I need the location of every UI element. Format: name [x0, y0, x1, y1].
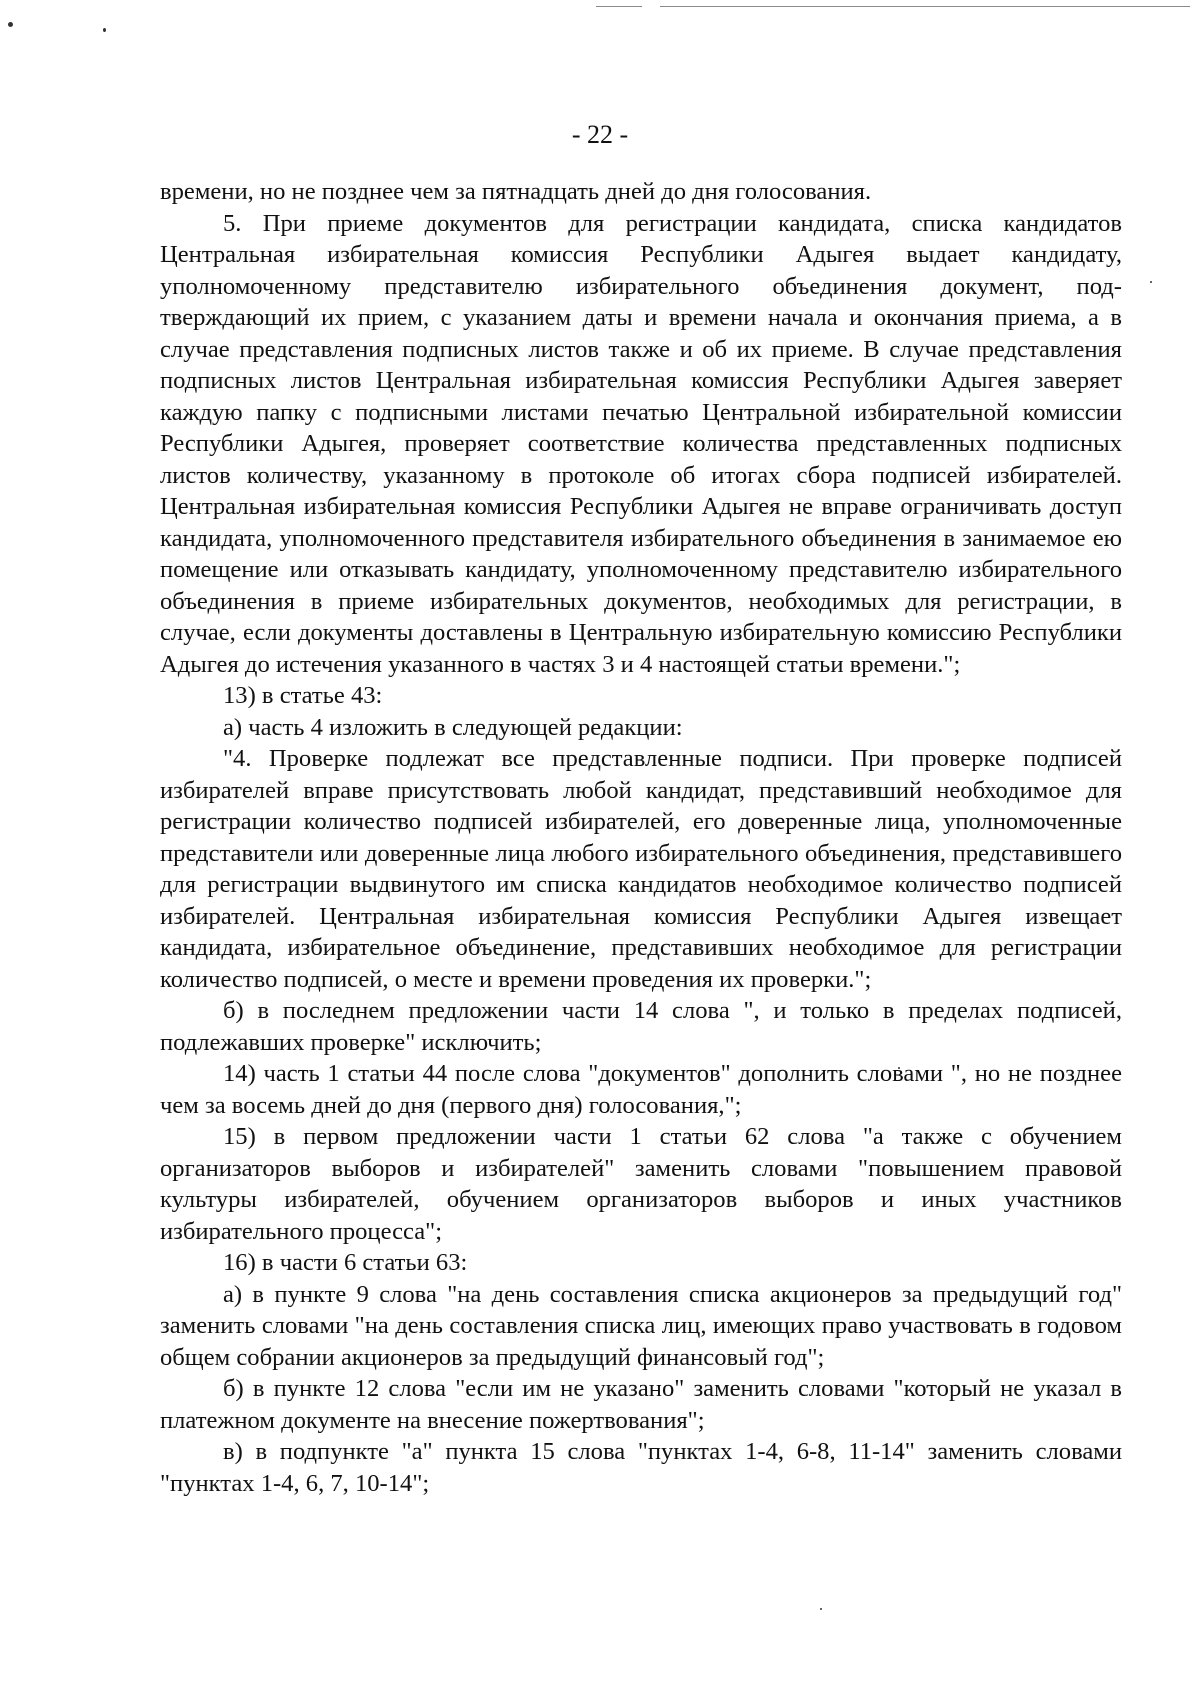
paragraph: б) в пункте 12 слова "если им не указано" заменить словами "который не указал в платежном документе на внесение пожертвования"; [160, 1375, 1122, 1434]
page-number: - 22 - [571, 120, 629, 149]
paragraph: а) в пункте 9 слова "на день составления списка акционеров за предыдущий год" заменить словами "на день составления списка лиц, имеющих право участвовать в годовом общем собрании акционеров за предыдущий финансовый год"; [160, 1280, 1122, 1371]
scan-speck [8, 22, 13, 27]
scan-line-top-left [596, 6, 642, 7]
paragraph: б) в последнем предложении части 14 слова ", и только в пределах подписей, подлежавших проверке" исключить; [160, 997, 1122, 1056]
paragraph: "4. Проверке подлежат все представленные подписи. При проверке подписей избирателей вправе присутствовать любой кандидат, представивший необходимое для регистрации количество подписей избирателей, его доверенные лица, уполномоченные представители или доверенные лица любого избирательного объединения, представившего для регистрации выдвинутого им списка кандидатов необходимое количество подписей избирателей. Центральная избирательная комиссия Республики Адыгея извещает кандидата, избирательное объединение, представивших необходимое для регистрации количество подписей, о месте и времени проведения их проверки."; [160, 745, 1122, 993]
paragraph: 14) часть 1 статьи 44 после слова "документов" дополнить словами ", но не позднее чем за восемь дней до дня (первого дня) голосования,"; [160, 1060, 1122, 1119]
paragraph: времени, но не позднее чем за пятнадцать дней до дня голосования. [160, 178, 872, 205]
paragraph: 5. При приеме документов для регистрации кандидата, списка кандидатов Центральная избирательная комиссия Республики Адыгея выдает кандидату, уполномоченному представителю избирательного объединения документ, подтверждающий их прием, с указанием даты и времени начала и окончания приема, а в случае представления подписных листов также и об их приеме. В случае представления подписных листов Центральная избирательная комиссия Республики Адыгея заверяет каждую папку с подписными листами печатью Центральной избирательной комиссии Республики Адыгея, проверяет соответствие количества представленных подписных листов количеству, указанному в протоколе об итогах сбора подписей избирателей. Центральная избирательная комиссия Республики Адыгея не вправе ограничивать доступ кандидата, уполномоченного представителя избирательного объединения в занимаемое ею помещение или отказывать кандидату, уполномоченному представителю избирательного объединения в приеме избирательных документов, необходимых для регистрации, в случае, если документы доставлены в Центральную избирательную комиссию Республики Адыгея до истечения указанного в частях 3 и 4 настоящей статьи времени."; [160, 209, 1122, 678]
paragraph: в) в подпункте "а" пункта 15 слова "пунктах 1-4, 6-8, 11-14" заменить словами "пунктах 1-4, 6, 7, 10-14"; [160, 1438, 1122, 1497]
scan-speck [820, 1608, 822, 1610]
scan-speck [103, 28, 106, 32]
document-body [160, 176, 1122, 1499]
scan-speck [1150, 281, 1152, 283]
paragraph: 13) в статье 43: [223, 682, 383, 709]
paragraph: 16) в части 6 статьи 63: [223, 1249, 468, 1276]
paragraph: 15) в первом предложении части 1 статьи 62 слова "а также с обучением организаторов выборов и избирателей" заменить словами "повышением правовой культуры избирателей, обучением организаторов выборов и иных участников избирательного процесса"; [160, 1123, 1122, 1245]
scan-line-top-right [660, 6, 1190, 7]
paragraph: а) часть 4 изложить в следующей редакции: [223, 713, 683, 741]
